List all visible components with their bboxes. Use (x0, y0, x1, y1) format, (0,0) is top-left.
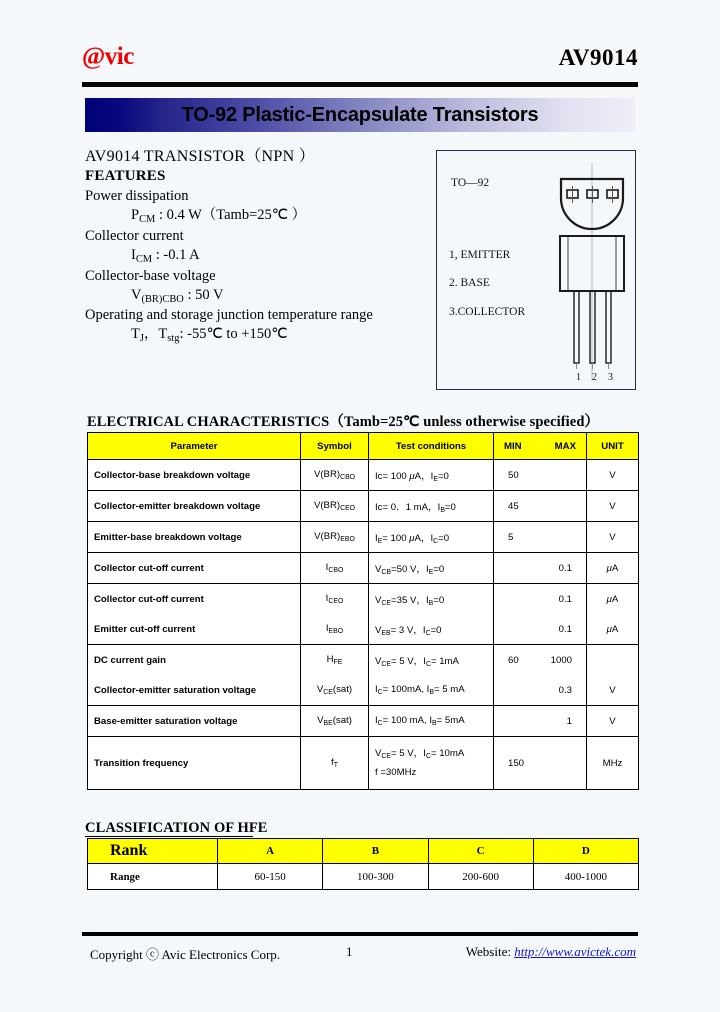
row-symbol: $I_{CBO}$ (301, 553, 369, 584)
row-condition: $V_{EB}= 3$ V，$I_C=0$ (369, 614, 494, 645)
row-min-max (494, 460, 587, 491)
pin-number-2: 2 (592, 372, 597, 383)
copyright-text: Copyright ⓒ Avic Electronics Corp. (90, 947, 281, 962)
features-heading: FEATURES (85, 168, 166, 185)
feature-tj-value: $T_J$，$T_{stg}$: -55℃ to +150℃ (131, 326, 288, 345)
row-condition: $V_{CB}=50$ V，$I_E=0$ (369, 553, 494, 584)
feature-pcm-value: $P_{CM}$ : 0.4 W（Tamb=25℃ ） (131, 207, 307, 225)
classification-range-d: 400-1000 (533, 864, 638, 890)
part-number: AV9014 (558, 45, 638, 70)
row-unit: V (587, 522, 639, 553)
column-header-unit: UNIT (587, 433, 639, 460)
feature-power-dissipation: Power dissipation (85, 187, 189, 204)
pin-label-base: 2. BASE (449, 277, 490, 289)
table-row (88, 614, 639, 645)
website-link[interactable]: http://www.avictek.com (514, 944, 636, 959)
electrical-characteristics-heading: ELECTRICAL CHARACTERISTICS（Tamb=25℃ unless otherwise specified） (87, 414, 600, 430)
row-max: 0.1 (558, 623, 572, 635)
feature-collector-base-voltage: Collector-base voltage (85, 267, 216, 284)
row-unit: μA (587, 614, 639, 645)
table-row (88, 522, 639, 553)
pin-label-collector: 3.COLLECTOR (449, 306, 526, 318)
row-min: 45 (508, 500, 519, 512)
row-unit: μA (587, 553, 639, 584)
row-min-max (494, 614, 587, 645)
row-symbol: $V(BR)_{CBO}$ (301, 460, 369, 491)
table-row (88, 706, 639, 737)
feature-collector-current: Collector current (85, 227, 184, 244)
banner-title: TO-92 Plastic-Encapsulate Transistors (181, 104, 539, 126)
row-min: 150 (508, 757, 525, 769)
row-symbol: $H_{FE}$ (301, 645, 369, 676)
row-parameter: Emitter cut-off current (88, 614, 301, 645)
row-condition: Ic= 100 μA，$I_E=0$ (369, 460, 494, 491)
classification-header-row (88, 839, 639, 864)
features-section (85, 146, 425, 346)
table-row (88, 645, 639, 676)
classification-range-row (88, 864, 639, 890)
row-min-max (494, 706, 587, 737)
row-condition: $I_E= 100$ μA，$I_C=0$ (369, 522, 494, 553)
page-footer (82, 944, 638, 966)
row-parameter: Collector cut-off current (88, 584, 301, 615)
row-min-max (494, 584, 587, 615)
classification-range-b: 100-300 (323, 864, 428, 890)
classification-rank-a: A (218, 839, 323, 864)
row-min-max (494, 737, 587, 790)
table-row (88, 584, 639, 615)
row-max: 0.1 (558, 593, 572, 605)
row-parameter: DC current gain (88, 645, 301, 676)
feature-temperature-range: Operating and storage junction temperature range (85, 307, 373, 324)
row-unit: μA (587, 584, 639, 615)
classification-range-label: Range (88, 864, 218, 890)
pin-number-3: 3 (608, 372, 613, 383)
logo-text: vic (104, 43, 134, 70)
row-parameter: Transition frequency (88, 737, 301, 790)
row-min-max (494, 675, 587, 706)
row-unit: V (587, 460, 639, 491)
header-divider (82, 82, 638, 87)
table-row (88, 460, 639, 491)
column-header-symbol: Symbol (301, 433, 369, 460)
row-parameter: Collector-base breakdown voltage (88, 460, 301, 491)
classification-rank-c: C (428, 839, 533, 864)
hfe-classification-table (87, 838, 639, 890)
row-symbol: $I_{EBO}$ (301, 614, 369, 645)
website-label: Website: (465, 944, 511, 959)
row-min-max (494, 553, 587, 584)
row-symbol: $f_T$ (301, 737, 369, 790)
row-parameter: Collector cut-off current (88, 553, 301, 584)
row-min-max (494, 491, 587, 522)
column-header-min: MIN (504, 440, 522, 452)
classification-rank-d: D (533, 839, 638, 864)
row-unit (587, 645, 639, 676)
row-max: 1 (566, 715, 572, 727)
feature-icm-value: $I_{CM}$ : -0.1 A (131, 246, 200, 265)
row-parameter: Collector-emitter saturation voltage (88, 675, 301, 706)
pin-number-1: 1 (576, 372, 581, 383)
row-condition-line2: f =30MHz (375, 767, 417, 779)
row-condition: Ic= 0．1 mA，$I_B=0$ (369, 491, 494, 522)
table-row (88, 491, 639, 522)
classification-rank-b: B (323, 839, 428, 864)
at-symbol-icon: @ (82, 43, 105, 70)
row-min: 60 (508, 654, 519, 666)
classification-range-a: 60-150 (218, 864, 323, 890)
feature-vbrcbo-value: $V_{(BR)CBO}$ : 50 V (131, 286, 224, 305)
table-row (88, 737, 639, 790)
table-header-row (88, 433, 639, 460)
row-min: 50 (508, 469, 519, 481)
avic-logo (82, 44, 134, 69)
row-min-max (494, 645, 587, 676)
row-max: 1000 (550, 654, 572, 666)
row-symbol: $V(BR)_{CEO}$ (301, 491, 369, 522)
package-type-label: TO—92 (451, 177, 490, 189)
table-row (88, 675, 639, 706)
row-min-max (494, 522, 587, 553)
row-condition: $V_{CE}= 5$ V，$I_C= 10mA$ f =30MHz (369, 737, 494, 790)
row-parameter: Collector-emitter breakdown voltage (88, 491, 301, 522)
row-parameter: Emitter-base breakdown voltage (88, 522, 301, 553)
row-unit: V (587, 706, 639, 737)
row-min: 5 (508, 531, 514, 543)
row-condition: $V_{CE}=35$ V，$I_B=0$ (369, 584, 494, 615)
classification-rank-label: Rank (88, 839, 218, 864)
classification-heading: CLASSIFICATION OF HFE (85, 820, 268, 836)
row-symbol: $V_{CE}(sat)$ (301, 675, 369, 706)
row-parameter: Base-emitter saturation voltage (88, 706, 301, 737)
footer-divider (82, 932, 638, 936)
device-title: AV9014 TRANSISTOR（NPN ） (85, 148, 316, 165)
row-condition: $I_C= 100$ mA, $I_B= 5mA$ (369, 706, 494, 737)
website-line (466, 944, 636, 960)
pin-label-emitter: 1, EMITTER (449, 249, 511, 261)
classification-heading-underline (85, 836, 253, 837)
column-header-parameter: Parameter (88, 433, 301, 460)
page-header (82, 44, 638, 86)
title-banner (85, 98, 635, 132)
row-symbol: $I_{CEO}$ (301, 584, 369, 615)
page-number: 1 (346, 944, 353, 959)
electrical-characteristics-table (87, 432, 639, 790)
row-condition: $V_{CE}= 5$ V，$I_C= 1mA$ (369, 645, 494, 676)
classification-range-c: 200-600 (428, 864, 533, 890)
package-diagram (436, 150, 636, 390)
table-row (88, 553, 639, 584)
row-unit: MHz (587, 737, 639, 790)
row-max: 0.1 (558, 562, 572, 574)
row-symbol: $V_{BE}(sat)$ (301, 706, 369, 737)
column-header-min-max (494, 433, 587, 460)
row-unit: V (587, 675, 639, 706)
row-unit: V (587, 491, 639, 522)
column-header-max: MAX (554, 440, 576, 452)
row-max: 0.3 (558, 684, 572, 696)
row-symbol: $V(BR)_{EBO}$ (301, 522, 369, 553)
column-header-test-conditions: Test conditions (369, 433, 494, 460)
row-condition: $I_C= 100mA$, $I_B= 5$ mA (369, 675, 494, 706)
